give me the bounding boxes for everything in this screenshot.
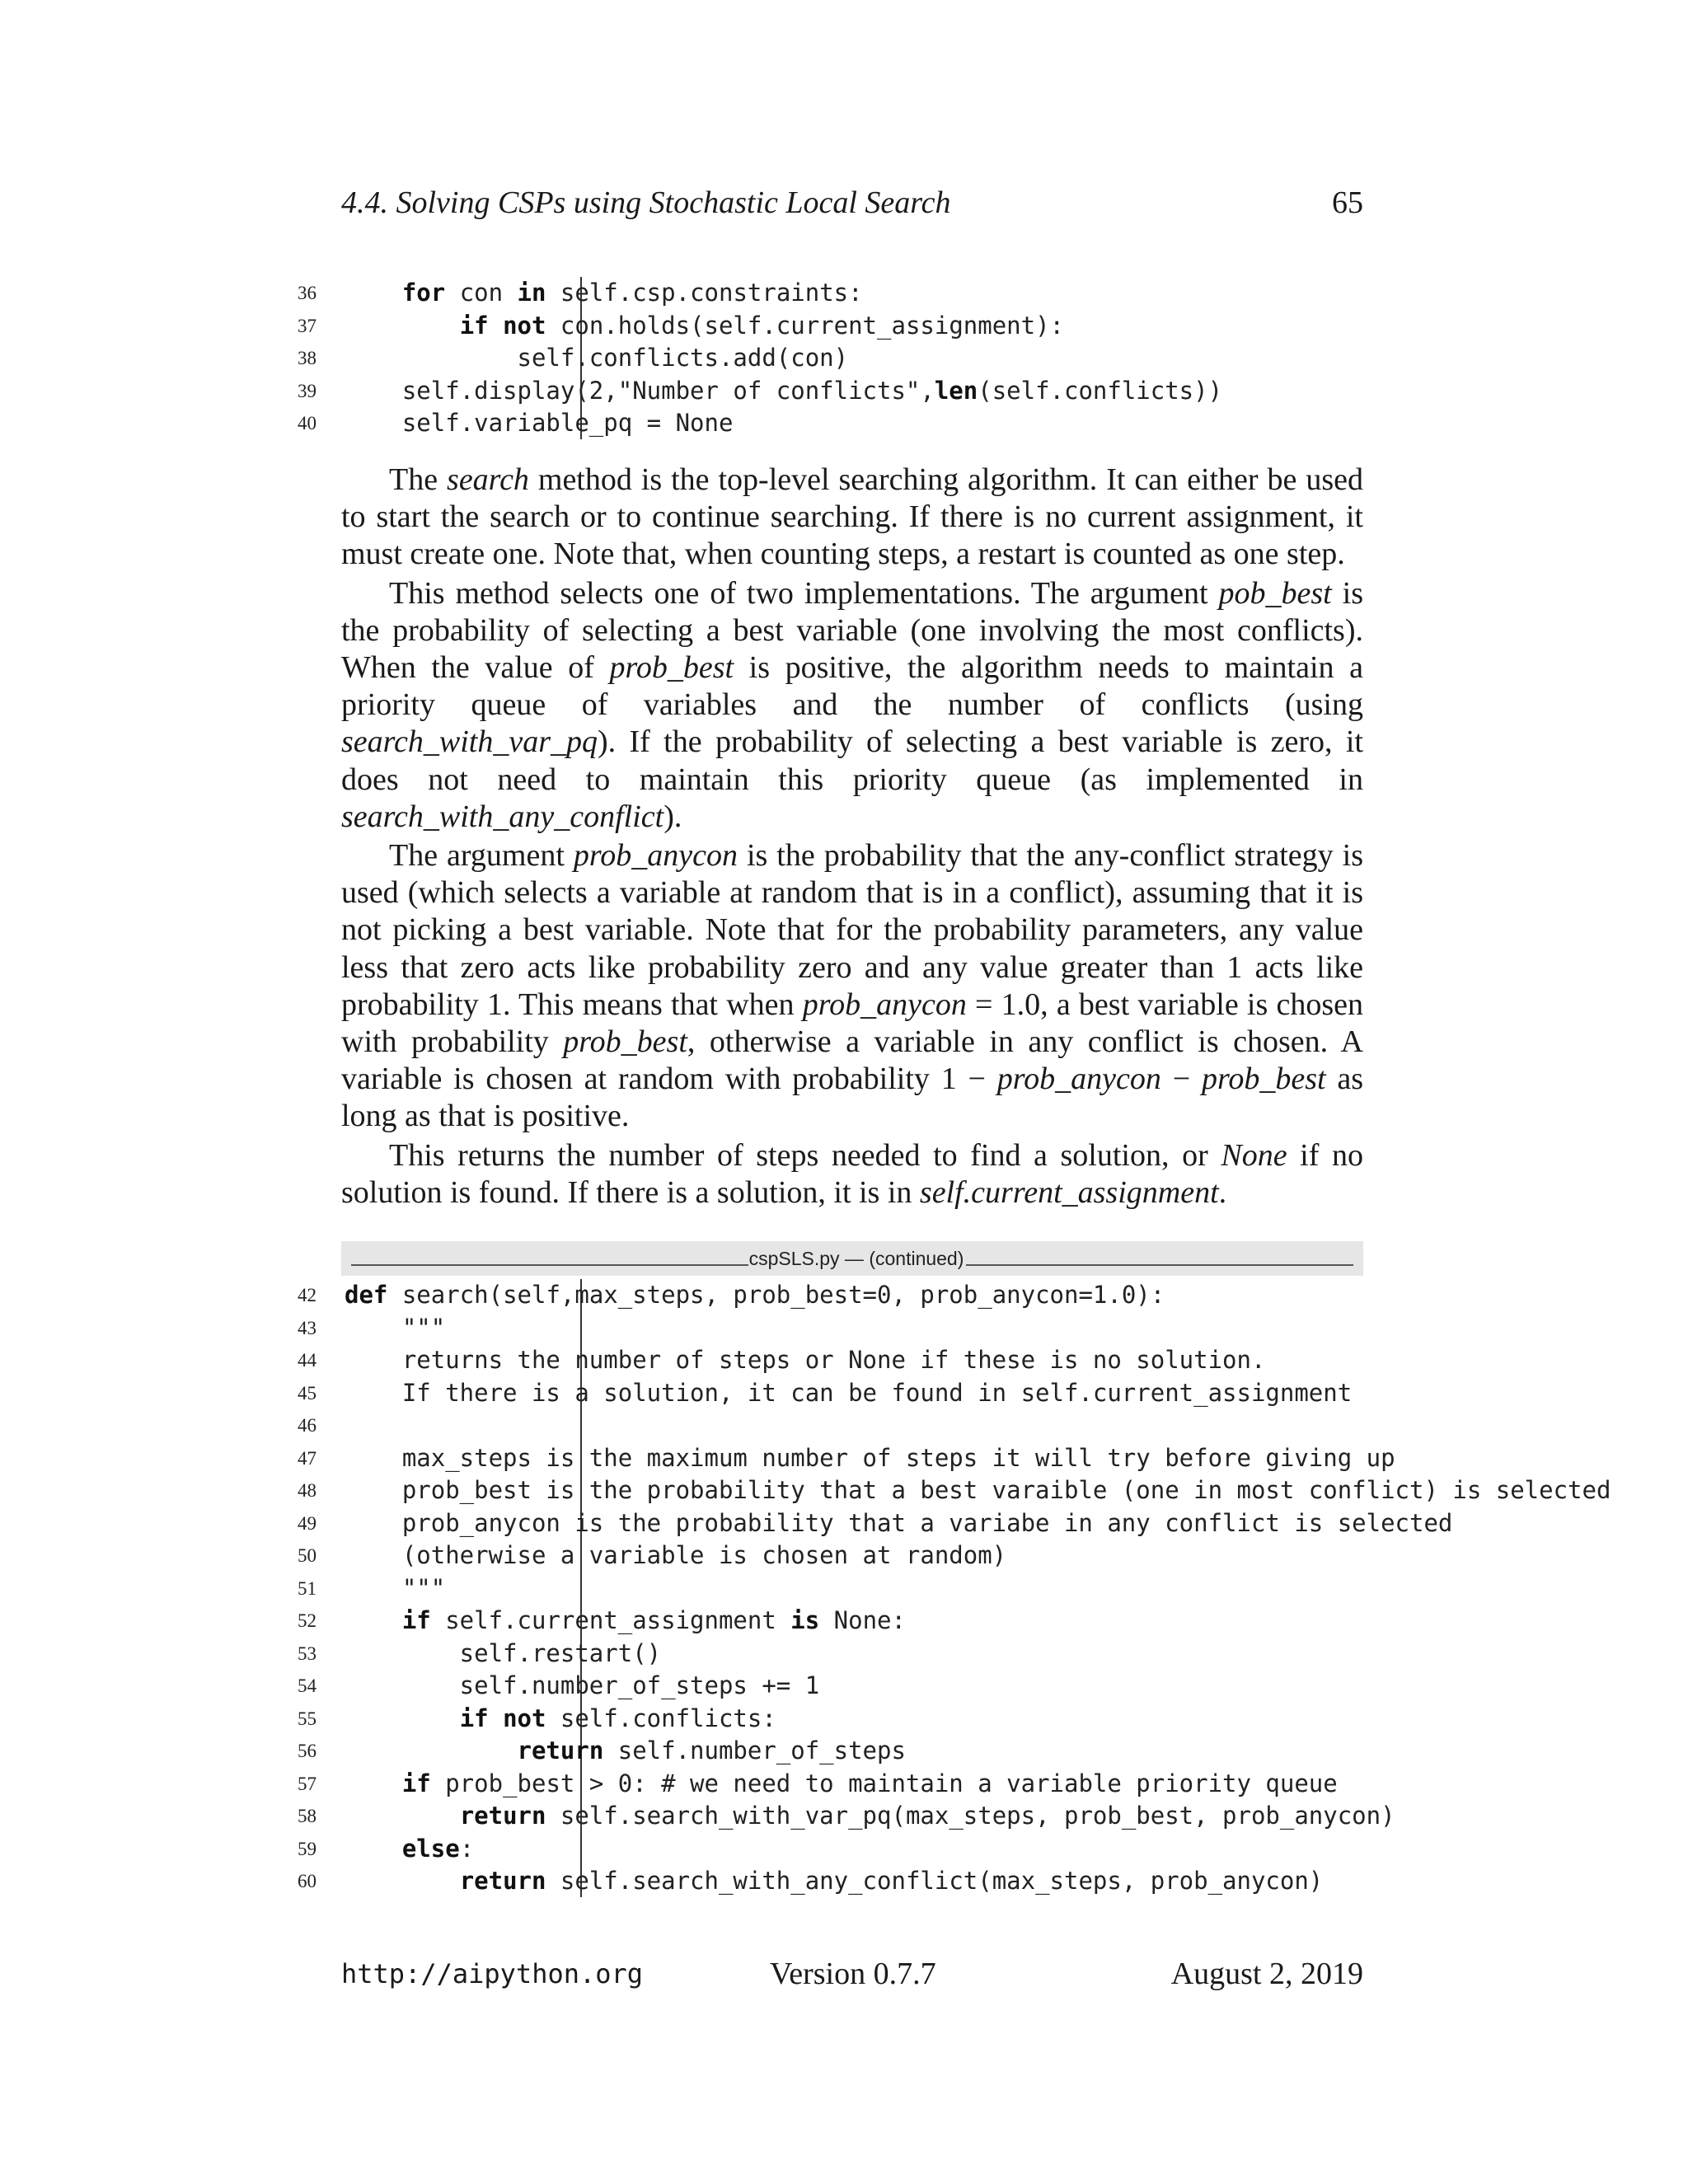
code-text (345, 1572, 445, 1605)
emphasis: prob_best (609, 650, 734, 686)
code-token (345, 1769, 402, 1797)
text-span: The (389, 462, 448, 497)
footer-date: August 2, 2019 (1170, 1957, 1363, 1991)
code-token (345, 1736, 518, 1765)
page-header (341, 180, 1363, 226)
code-token: con.holds(self.current_assignment): (546, 311, 1064, 340)
text-span: This returns the number of steps needed to find a solution, or (389, 1137, 1221, 1173)
code-token: self.current_assignment (430, 1606, 791, 1634)
line-number: 44 (298, 1350, 316, 1371)
paragraph (341, 575, 1363, 836)
text-span: − (1160, 1062, 1202, 1097)
code-token (345, 1867, 460, 1895)
section-title: 4.4. Solving CSPs using Stochastic Local Search (341, 185, 951, 220)
emphasis: prob_anycon (996, 1062, 1161, 1097)
code-file-header (341, 1241, 1363, 1276)
text-span: , otherwise a variable in any conflict is chosen. A variable is chosen at random with probability 1 − (341, 1024, 1363, 1097)
code-token (345, 312, 460, 340)
page-number: 65 (1332, 185, 1363, 220)
emphasis: prob_anycon (802, 987, 967, 1022)
paragraph (341, 1137, 1363, 1212)
code-text (345, 1377, 1352, 1410)
code-keyword: else (401, 1834, 460, 1863)
code-token: self.number_of_steps (603, 1736, 906, 1765)
code-text (345, 310, 1064, 343)
line-number: 54 (298, 1675, 316, 1696)
code-token: (otherwise a variable is chosen at random) (345, 1541, 1007, 1569)
code-token: None: (819, 1606, 906, 1634)
line-number: 50 (298, 1545, 316, 1566)
line-number: 45 (298, 1382, 316, 1404)
emphasis: prob_best (1201, 1062, 1326, 1097)
code-keyword: for (401, 279, 446, 307)
emphasis: search_with_var_pq (341, 724, 598, 760)
code-token: prob_best is the probability that a best varaible (one in most conflict) is selected (345, 1476, 1611, 1504)
emphasis: prob_anycon (573, 838, 738, 874)
code-text (345, 1638, 661, 1671)
code-keyword: if not (459, 311, 546, 340)
text-span: ). (663, 799, 682, 834)
code-token: self.conflicts.add(con) (345, 344, 849, 372)
line-number: 49 (298, 1512, 316, 1534)
code-keyword: len (934, 376, 978, 405)
code-token: self.number_of_steps += 1 (345, 1671, 820, 1699)
emphasis: search_with_any_conflict (341, 799, 664, 834)
text-span: is the probability that the any-conflict strategy is used (which selects a variable at random that is in a conflict), assuming that it is not picking a best variable. Note that for the probability parameters, any value less that zero acts like probability zero and any value greater than 1 acts like probability 1. This means that when (341, 838, 1363, 1022)
code-keyword: if (401, 1606, 431, 1634)
line-number: 52 (298, 1610, 316, 1631)
line-number: 55 (298, 1708, 316, 1729)
code-text (345, 277, 863, 310)
code-keyword: in (517, 279, 546, 307)
footer-url: http://aipython.org (341, 1958, 644, 1990)
paragraph (341, 837, 1363, 1136)
text-span: The argument (389, 838, 574, 874)
text-span: if no solution is found. If there is a solution, it is in (341, 1137, 1363, 1210)
code-text (345, 1703, 776, 1736)
code-text (345, 1442, 1395, 1475)
code-text (345, 1735, 906, 1768)
code-text (345, 1507, 1452, 1540)
code-token: prob_anycon is the probability that a variabe in any conflict is selected (345, 1508, 1453, 1537)
code-text (345, 1474, 1611, 1507)
emphasis: None (1221, 1137, 1287, 1173)
code-token: self.search_with_any_conflict(max_steps, prob_anycon) (546, 1867, 1324, 1895)
code-text (345, 1344, 1265, 1377)
line-number: 46 (298, 1415, 316, 1436)
code-token: max_steps is the maximum number of steps it will try before giving up (345, 1443, 1395, 1472)
code-token: self.variable_pq = None (345, 409, 734, 437)
footer-version: Version 0.7.7 (770, 1957, 936, 1991)
text-span: This method selects one of two implementations. The argument (389, 575, 1219, 611)
text-span: method is the top-level searching algorithm. It can either be used to start the search or to continue searching. If there is no current assignment, it must create one. Note that, when counting steps, a restart is counted as one step. (341, 462, 1363, 572)
emphasis: search (447, 462, 529, 497)
code-text (345, 1670, 819, 1703)
line-number: 58 (298, 1806, 316, 1826)
code-text (345, 1865, 1323, 1898)
header-rule-left (351, 1264, 748, 1266)
code-token: """ (345, 1573, 446, 1602)
line-number: 37 (298, 315, 316, 336)
line-number: 48 (298, 1480, 316, 1501)
text-span: as long as that is positive. (341, 1062, 1364, 1134)
line-number: 43 (298, 1317, 316, 1338)
emphasis: pob_best (1218, 575, 1332, 611)
text-span: is the probability of selecting a best variable (one involving the most conflicts). When the value of (341, 575, 1363, 686)
text-span: . (1218, 1174, 1227, 1210)
line-number: 60 (298, 1871, 316, 1891)
code-text (345, 1312, 445, 1345)
code-token (345, 1802, 460, 1830)
text-span: ). If the probability of selecting a best variable is zero, it does not need to maintain this priority queue (as implemented in (341, 724, 1363, 797)
code-token: : (459, 1834, 475, 1863)
code-token (345, 279, 402, 307)
line-number: 36 (298, 283, 316, 303)
line-number: 38 (298, 348, 316, 368)
code-text (345, 1279, 1165, 1312)
line-number: 53 (298, 1643, 316, 1664)
text-span: is positive, the algorithm needs to maintain a priority queue of variables and the number of conflicts (using (341, 650, 1363, 723)
code-token: self.csp.constraints: (546, 279, 863, 307)
code-token: (self.conflicts)) (978, 376, 1223, 405)
code-keyword: if not (459, 1704, 546, 1732)
code-keyword: return (459, 1802, 546, 1830)
line-number: 59 (298, 1838, 316, 1859)
code-token: prob_best > 0: # we need to maintain a variable priority queue (430, 1769, 1338, 1797)
code-token: """ (345, 1313, 446, 1342)
code-keyword: is (790, 1606, 820, 1634)
code-text (345, 1768, 1338, 1801)
code-token: con (445, 279, 518, 307)
code-text (345, 375, 1222, 408)
code-keyword: return (517, 1736, 604, 1765)
line-number: 47 (298, 1447, 316, 1469)
code-token (345, 1606, 402, 1634)
code-token (345, 1835, 402, 1863)
body-text (341, 462, 1363, 1213)
code-token: self.display(2,"Number of conflicts", (345, 376, 935, 405)
code-token: self.conflicts: (546, 1704, 776, 1732)
code-keyword: def (345, 1281, 388, 1309)
code-token: returns the number of steps or None if these is no solution. (345, 1346, 1266, 1374)
line-number: 56 (298, 1741, 316, 1761)
page-footer (341, 1953, 1363, 1994)
code-keyword: if (401, 1769, 431, 1797)
code-token: If there is a solution, it can be found in self.current_assignment (345, 1378, 1353, 1407)
line-number: 51 (298, 1577, 316, 1599)
header-rule-right (966, 1264, 1353, 1266)
text-span: = 1.0, a best variable is chosen with probability (341, 987, 1363, 1060)
code-file-label: cspSLS.py — (continued) (748, 1248, 964, 1269)
line-number: 42 (298, 1285, 316, 1305)
emphasis: prob_best (563, 1024, 687, 1060)
code-token: search(self,max_steps, prob_best=0, prob_anycon=1.0): (387, 1281, 1165, 1309)
paragraph (341, 462, 1363, 574)
code-text (345, 407, 733, 440)
code-text (345, 1605, 906, 1638)
code-keyword: return (459, 1867, 546, 1895)
code-text (345, 1540, 1006, 1572)
emphasis: self.current_assignment (919, 1174, 1219, 1210)
code-text (345, 1833, 474, 1866)
code-text (345, 342, 848, 375)
code-token: self.restart() (345, 1638, 662, 1667)
line-number: 40 (298, 413, 316, 434)
code-text (345, 1800, 1395, 1833)
line-number: 39 (298, 380, 316, 401)
code-token: self.search_with_var_pq(max_steps, prob_best, prob_anycon) (546, 1802, 1395, 1830)
line-number: 57 (298, 1773, 316, 1794)
code-token (345, 1704, 460, 1732)
